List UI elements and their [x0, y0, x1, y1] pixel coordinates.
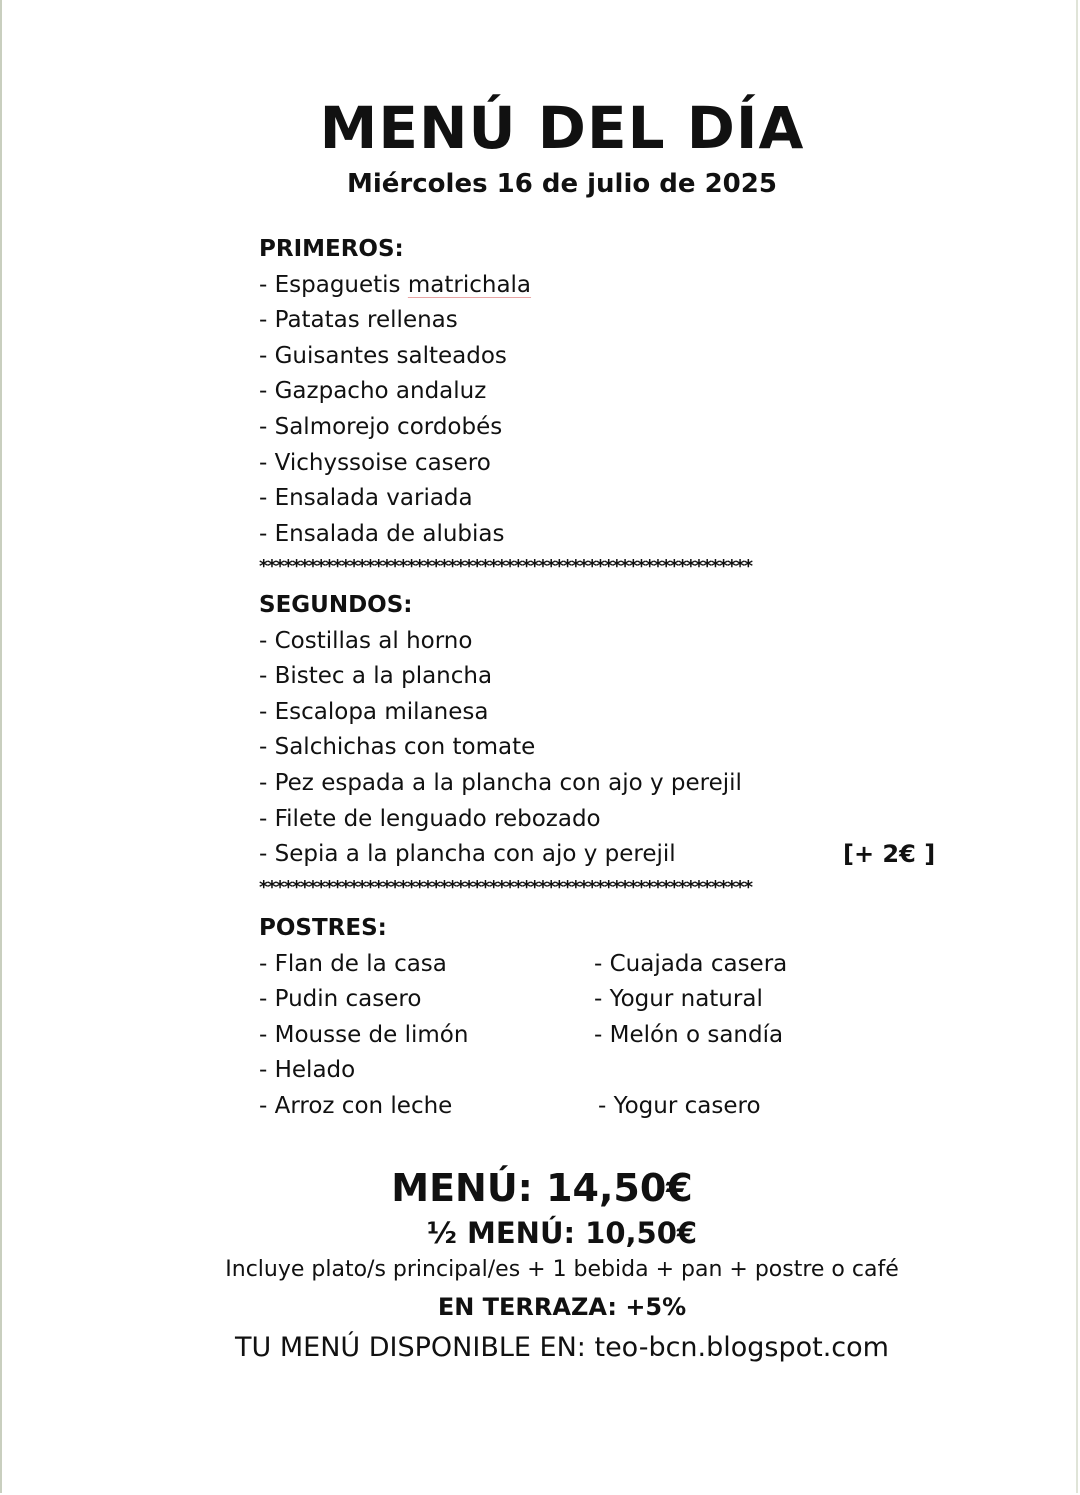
surcharge-label: [+ 2€ ]	[843, 840, 936, 869]
primeros-section	[259, 232, 979, 588]
segundos-item: - Costillas al horno	[259, 627, 473, 654]
underlined-word: matrichala	[407, 271, 532, 298]
segundos-section	[259, 588, 979, 909]
menu-price: MENÚ: 14,50€	[391, 1166, 693, 1210]
primeros-item: - Salmorejo cordobés	[259, 413, 503, 440]
segundos-item-text: - Sepia a la plancha con ajo y perejil	[259, 841, 676, 868]
segundos-item: - Salchichas con tomate	[259, 734, 536, 761]
postres-item: - Cuajada casera	[594, 950, 788, 977]
segundos-item: - Bistec a la plancha	[259, 663, 493, 690]
postres-heading: POSTRES:	[259, 915, 387, 941]
menu-title: MENÚ DEL DÍA	[319, 94, 805, 162]
postres-row	[259, 1018, 979, 1054]
separator-line: ************************************************************	[259, 876, 752, 898]
postres-item: - Arroz con leche	[259, 1092, 453, 1119]
postres-item: - Mousse de limón	[259, 1021, 469, 1048]
online-menu-link: TU MENÚ DISPONIBLE EN: teo-bcn.blogspot.com	[235, 1332, 889, 1363]
postres-item: - Melón o sandía	[594, 1021, 784, 1048]
postres-item: - Helado	[259, 1057, 356, 1084]
primeros-item: - Ensalada de alubias	[259, 520, 505, 547]
postres-item: - Yogur casero	[598, 1092, 761, 1119]
postres-item: - Pudin casero	[259, 986, 422, 1013]
segundos-item-surcharged	[259, 837, 979, 873]
postres-row	[259, 947, 979, 983]
segundos-item: - Escalopa milanesa	[259, 698, 489, 725]
postres-row	[259, 1089, 979, 1125]
primeros-item	[259, 268, 979, 304]
segundos-item: - Pez espada a la plancha con ajo y perejil	[259, 769, 742, 796]
primeros-item: - Guisantes salteados	[259, 342, 507, 369]
postres-row	[259, 982, 979, 1018]
includes-note: Incluye plato/s principal/es + 1 bebida + pan + postre o café	[225, 1257, 899, 1282]
half-menu-price: ½ MENÚ: 10,50€	[426, 1216, 698, 1250]
segundos-heading: SEGUNDOS:	[259, 592, 413, 618]
primeros-heading: PRIMEROS:	[259, 236, 404, 262]
primeros-item: - Vichyssoise casero	[259, 449, 491, 476]
postres-section	[259, 911, 979, 1125]
postres-row	[259, 1053, 979, 1089]
primeros-item-text: - Espaguetis	[259, 271, 408, 298]
primeros-item: - Ensalada variada	[259, 485, 473, 512]
terrace-surcharge: EN TERRAZA: +5%	[437, 1293, 687, 1321]
menu-date: Miércoles 16 de julio de 2025	[347, 169, 777, 199]
separator-line: ************************************************************	[259, 556, 752, 578]
postres-item: - Flan de la casa	[259, 950, 447, 977]
primeros-item: - Gazpacho andaluz	[259, 378, 487, 405]
segundos-item: - Filete de lenguado rebozado	[259, 805, 601, 832]
postres-item: - Yogur natural	[594, 986, 763, 1013]
primeros-item: - Patatas rellenas	[259, 307, 458, 334]
